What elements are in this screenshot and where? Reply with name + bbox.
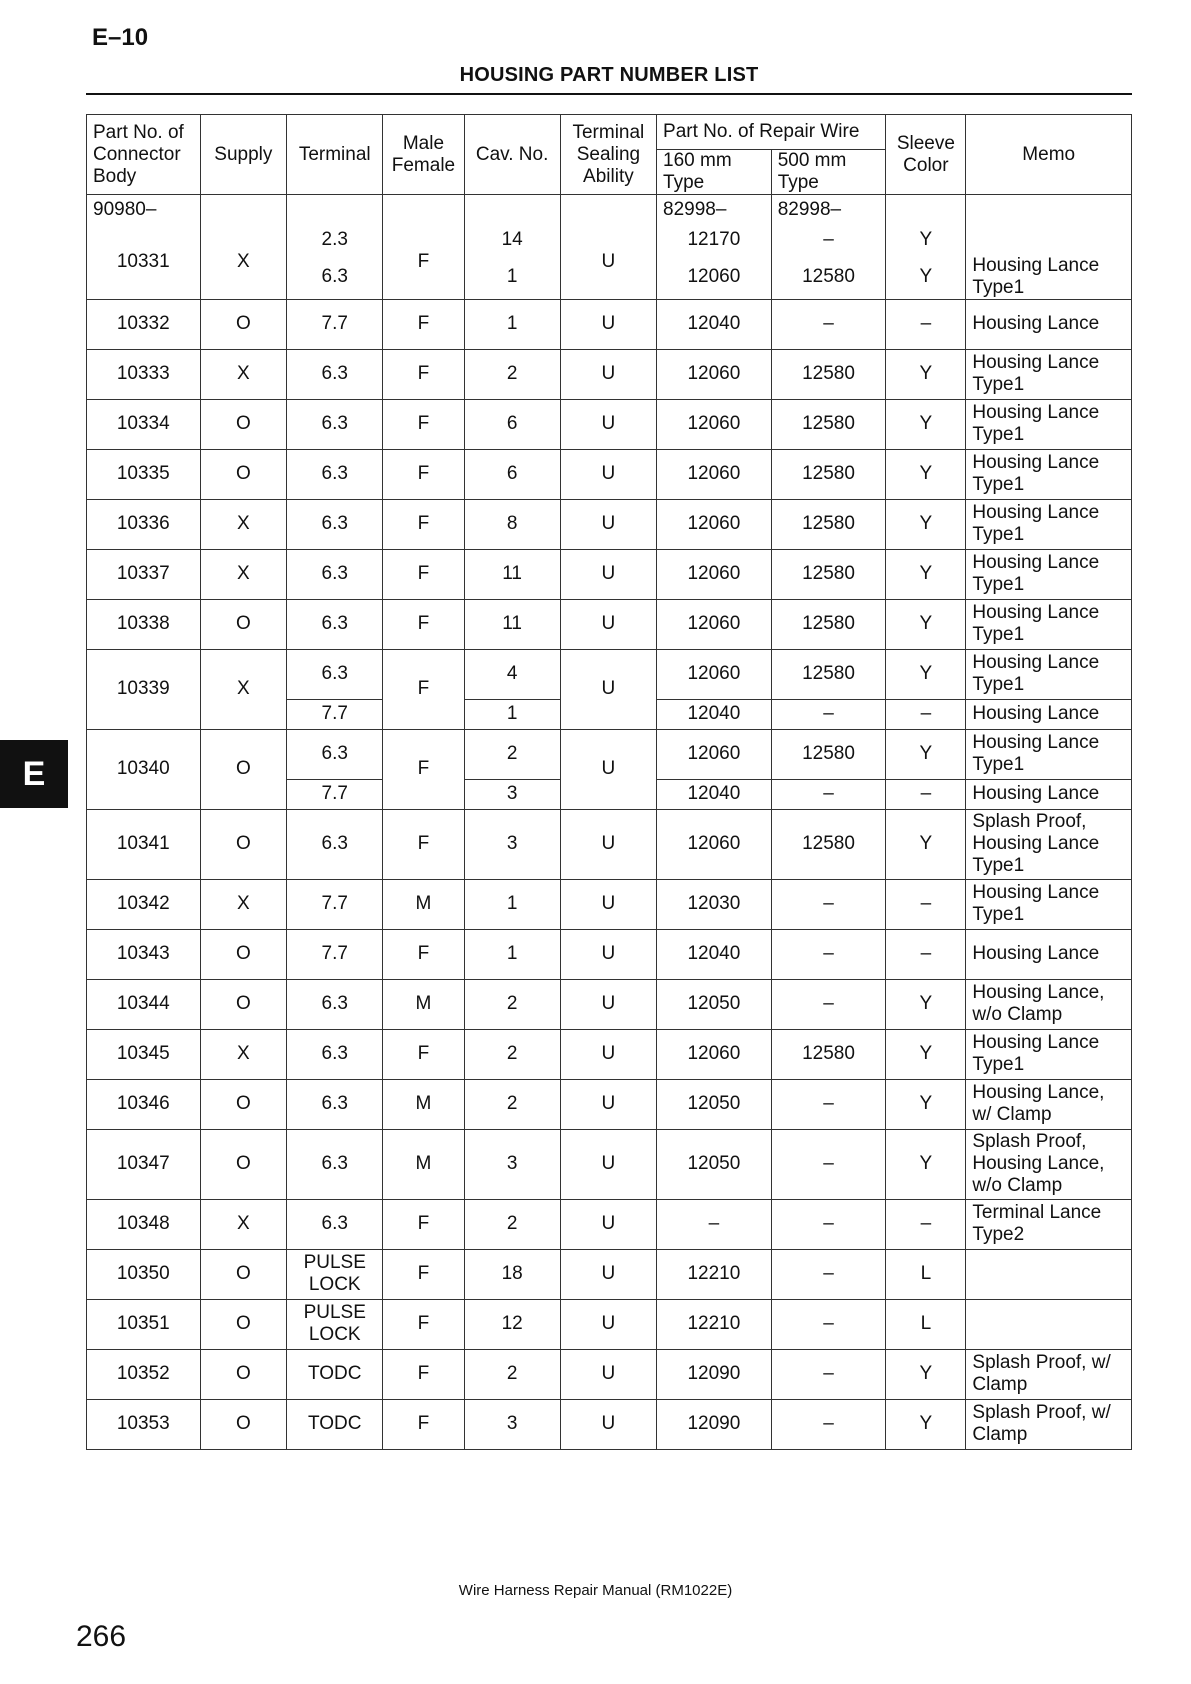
- prefix-part: 90980–: [87, 195, 201, 225]
- part-number: 10341: [87, 809, 201, 879]
- cavity-number: 3: [464, 779, 560, 809]
- part-number: 10332: [87, 299, 201, 349]
- prefix-wire-160: 82998–: [657, 195, 772, 225]
- repair-wire-500: –: [771, 225, 886, 255]
- sealing-ability: U: [560, 225, 656, 300]
- sleeve-color: Y: [886, 1079, 966, 1129]
- male-female: M: [383, 1079, 464, 1129]
- supply: O: [200, 1349, 287, 1399]
- repair-wire-160: 12210: [657, 1299, 772, 1349]
- part-number: 10337: [87, 549, 201, 599]
- manual-footer: Wire Harness Repair Manual (RM1022E): [458, 1582, 733, 1599]
- page-title: HOUSING PART NUMBER LIST: [459, 64, 759, 86]
- memo: Housing Lance Type1: [966, 649, 1132, 699]
- repair-wire-500: –: [771, 1299, 886, 1349]
- header-repair-wire: Part No. of Repair Wire: [657, 115, 886, 150]
- terminal: 6.3: [287, 649, 383, 699]
- repair-wire-500: 12580: [771, 499, 886, 549]
- supply: O: [200, 979, 287, 1029]
- table-row: [87, 979, 1132, 1029]
- supply: O: [200, 299, 287, 349]
- repair-wire-500: –: [771, 1349, 886, 1399]
- table-row: [87, 1349, 1132, 1399]
- sleeve-color: Y: [886, 255, 966, 300]
- repair-wire-500: 12580: [771, 449, 886, 499]
- repair-wire-500: 12580: [771, 399, 886, 449]
- cavity-number: 1: [464, 699, 560, 729]
- sleeve-color: Y: [886, 1349, 966, 1399]
- cavity-number: 2: [464, 1199, 560, 1249]
- sleeve-color: L: [886, 1299, 966, 1349]
- repair-wire-160: 12040: [657, 699, 772, 729]
- terminal: 6.3: [287, 349, 383, 399]
- sleeve-color: Y: [886, 549, 966, 599]
- memo: Housing Lance Type1: [966, 255, 1132, 300]
- supply: O: [200, 1129, 287, 1199]
- title-divider: [86, 93, 1132, 95]
- terminal: PULSE LOCK: [287, 1249, 383, 1299]
- header-sealing: Terminal Sealing Ability: [560, 115, 656, 195]
- table-row: [87, 1029, 1132, 1079]
- prefix-wire-500: 82998–: [771, 195, 886, 225]
- repair-wire-500: –: [771, 879, 886, 929]
- supply: O: [200, 399, 287, 449]
- repair-wire-160: 12060: [657, 649, 772, 699]
- male-female: F: [383, 599, 464, 649]
- repair-wire-500: 12580: [771, 599, 886, 649]
- supply: X: [200, 549, 287, 599]
- terminal: TODC: [287, 1349, 383, 1399]
- part-number: 10352: [87, 1349, 201, 1399]
- terminal: 6.3: [287, 499, 383, 549]
- memo: Housing Lance Type1: [966, 599, 1132, 649]
- part-number: 10347: [87, 1129, 201, 1199]
- cavity-number: 2: [464, 1079, 560, 1129]
- part-number: 10339: [87, 649, 201, 729]
- memo: Housing Lance Type1: [966, 399, 1132, 449]
- prefix-blank: [383, 195, 464, 225]
- sealing-ability: U: [560, 809, 656, 879]
- part-number: 10351: [87, 1299, 201, 1349]
- supply: X: [200, 879, 287, 929]
- cavity-number: 2: [464, 349, 560, 399]
- male-female: M: [383, 979, 464, 1029]
- sealing-ability: U: [560, 399, 656, 449]
- male-female: F: [383, 549, 464, 599]
- sleeve-color: –: [886, 929, 966, 979]
- repair-wire-160: 12060: [657, 449, 772, 499]
- table-body: [87, 195, 1132, 1450]
- section-tab-label: E: [22, 754, 46, 793]
- terminal: 7.7: [287, 299, 383, 349]
- prefix-blank: [886, 195, 966, 225]
- header-wire-500: 500 mm Type: [771, 150, 886, 195]
- memo: Housing Lance: [966, 299, 1132, 349]
- terminal: 6.3: [287, 255, 383, 300]
- repair-wire-160: 12050: [657, 1129, 772, 1199]
- repair-wire-160: 12060: [657, 255, 772, 300]
- male-female: F: [383, 1349, 464, 1399]
- table-row: [87, 549, 1132, 599]
- cavity-number: 6: [464, 399, 560, 449]
- supply: X: [200, 1029, 287, 1079]
- sealing-ability: U: [560, 349, 656, 399]
- memo: Housing Lance Type1: [966, 349, 1132, 399]
- sealing-ability: U: [560, 1399, 656, 1449]
- terminal: 6.3: [287, 729, 383, 779]
- memo: Housing Lance, w/o Clamp: [966, 979, 1132, 1029]
- supply: O: [200, 449, 287, 499]
- cavity-number: 3: [464, 1399, 560, 1449]
- male-female: F: [383, 729, 464, 809]
- sleeve-color: –: [886, 779, 966, 809]
- supply: O: [200, 929, 287, 979]
- terminal: 6.3: [287, 1079, 383, 1129]
- sleeve-color: L: [886, 1249, 966, 1299]
- sealing-ability: U: [560, 1249, 656, 1299]
- repair-wire-160: 12060: [657, 729, 772, 779]
- terminal: 2.3: [287, 225, 383, 255]
- male-female: F: [383, 299, 464, 349]
- part-number: 10334: [87, 399, 201, 449]
- repair-wire-160: –: [657, 1199, 772, 1249]
- housing-part-table: [86, 114, 1132, 1450]
- header-cav-no: Cav. No.: [464, 115, 560, 195]
- repair-wire-160: 12060: [657, 499, 772, 549]
- male-female: F: [383, 1029, 464, 1079]
- terminal: 7.7: [287, 879, 383, 929]
- sleeve-color: Y: [886, 729, 966, 779]
- repair-wire-160: 12040: [657, 779, 772, 809]
- sleeve-color: Y: [886, 1029, 966, 1079]
- sleeve-color: Y: [886, 449, 966, 499]
- table-row: [87, 225, 1132, 255]
- header-male-female: Male Female: [383, 115, 464, 195]
- table-row: [87, 729, 1132, 779]
- terminal: 6.3: [287, 979, 383, 1029]
- male-female: F: [383, 225, 464, 300]
- sealing-ability: U: [560, 1079, 656, 1129]
- terminal: 6.3: [287, 1029, 383, 1079]
- memo: Housing Lance: [966, 929, 1132, 979]
- memo: Splash Proof, w/ Clamp: [966, 1399, 1132, 1449]
- terminal: 6.3: [287, 1199, 383, 1249]
- repair-wire-160: 12210: [657, 1249, 772, 1299]
- prefix-blank: [464, 195, 560, 225]
- repair-wire-500: –: [771, 1249, 886, 1299]
- prefix-blank: [200, 195, 287, 225]
- memo: Housing Lance Type1: [966, 1029, 1132, 1079]
- prefix-blank: [287, 195, 383, 225]
- supply: X: [200, 499, 287, 549]
- repair-wire-500: –: [771, 299, 886, 349]
- part-number: 10346: [87, 1079, 201, 1129]
- part-number: 10336: [87, 499, 201, 549]
- cavity-number: 2: [464, 729, 560, 779]
- cavity-number: 12: [464, 1299, 560, 1349]
- sealing-ability: U: [560, 1029, 656, 1079]
- terminal: 6.3: [287, 449, 383, 499]
- table-row: [87, 499, 1132, 549]
- sealing-ability: U: [560, 1129, 656, 1199]
- table-row: [87, 599, 1132, 649]
- sleeve-color: –: [886, 1199, 966, 1249]
- sealing-ability: U: [560, 1199, 656, 1249]
- header-wire-160: 160 mm Type: [657, 150, 772, 195]
- part-number: 10353: [87, 1399, 201, 1449]
- table-row: [87, 879, 1132, 929]
- memo: Housing Lance Type1: [966, 549, 1132, 599]
- terminal: 7.7: [287, 699, 383, 729]
- memo: Housing Lance: [966, 779, 1132, 809]
- repair-wire-160: 12060: [657, 1029, 772, 1079]
- supply: O: [200, 729, 287, 809]
- repair-wire-160: 12040: [657, 299, 772, 349]
- sleeve-color: Y: [886, 599, 966, 649]
- sleeve-color: Y: [886, 649, 966, 699]
- sleeve-color: –: [886, 299, 966, 349]
- sleeve-color: Y: [886, 225, 966, 255]
- sealing-ability: U: [560, 879, 656, 929]
- repair-wire-500: 12580: [771, 729, 886, 779]
- terminal: 6.3: [287, 549, 383, 599]
- repair-wire-500: –: [771, 779, 886, 809]
- table-row: [87, 349, 1132, 399]
- table-row: [87, 649, 1132, 699]
- terminal: PULSE LOCK: [287, 1299, 383, 1349]
- sleeve-color: Y: [886, 809, 966, 879]
- supply: X: [200, 349, 287, 399]
- sealing-ability: U: [560, 979, 656, 1029]
- table-row: [87, 399, 1132, 449]
- header-terminal: Terminal: [287, 115, 383, 195]
- part-number: 10343: [87, 929, 201, 979]
- sealing-ability: U: [560, 1299, 656, 1349]
- repair-wire-500: –: [771, 1079, 886, 1129]
- sealing-ability: U: [560, 929, 656, 979]
- part-number: 10350: [87, 1249, 201, 1299]
- memo: Splash Proof, w/ Clamp: [966, 1349, 1132, 1399]
- cavity-number: 1: [464, 255, 560, 300]
- memo: Splash Proof, Housing Lance, w/o Clamp: [966, 1129, 1132, 1199]
- cavity-number: 3: [464, 809, 560, 879]
- repair-wire-500: –: [771, 929, 886, 979]
- terminal: 6.3: [287, 809, 383, 879]
- memo: Housing Lance Type1: [966, 729, 1132, 779]
- section-code: E–10: [92, 24, 149, 51]
- sealing-ability: U: [560, 1349, 656, 1399]
- repair-wire-500: 12580: [771, 1029, 886, 1079]
- male-female: F: [383, 809, 464, 879]
- terminal: TODC: [287, 1399, 383, 1449]
- sleeve-color: Y: [886, 979, 966, 1029]
- male-female: F: [383, 1399, 464, 1449]
- page-number: 266: [76, 1620, 127, 1653]
- repair-wire-500: –: [771, 1129, 886, 1199]
- male-female: F: [383, 349, 464, 399]
- table-row: [87, 929, 1132, 979]
- terminal: 7.7: [287, 779, 383, 809]
- table-row: [87, 1079, 1132, 1129]
- repair-wire-160: 12060: [657, 599, 772, 649]
- terminal: 6.3: [287, 599, 383, 649]
- supply: O: [200, 1299, 287, 1349]
- sleeve-color: Y: [886, 1129, 966, 1199]
- cavity-number: 4: [464, 649, 560, 699]
- part-number: 10331: [87, 225, 201, 300]
- repair-wire-500: –: [771, 1399, 886, 1449]
- supply: O: [200, 1079, 287, 1129]
- repair-wire-160: 12040: [657, 929, 772, 979]
- repair-wire-500: 12580: [771, 349, 886, 399]
- part-number: 10342: [87, 879, 201, 929]
- part-number: 10345: [87, 1029, 201, 1079]
- supply: O: [200, 1249, 287, 1299]
- cavity-number: 1: [464, 879, 560, 929]
- repair-wire-500: 12580: [771, 809, 886, 879]
- supply: X: [200, 1199, 287, 1249]
- male-female: M: [383, 1129, 464, 1199]
- repair-wire-160: 12090: [657, 1399, 772, 1449]
- cavity-number: 3: [464, 1129, 560, 1199]
- memo: [966, 1299, 1132, 1349]
- memo: [966, 225, 1132, 255]
- cavity-number: 1: [464, 299, 560, 349]
- part-number: 10340: [87, 729, 201, 809]
- repair-wire-160: 12060: [657, 349, 772, 399]
- sleeve-color: –: [886, 879, 966, 929]
- memo: Housing Lance Type1: [966, 499, 1132, 549]
- male-female: F: [383, 1299, 464, 1349]
- terminal: 6.3: [287, 399, 383, 449]
- memo: Housing Lance: [966, 699, 1132, 729]
- part-number: 10333: [87, 349, 201, 399]
- sealing-ability: U: [560, 499, 656, 549]
- table-row: [87, 1199, 1132, 1249]
- cavity-number: 2: [464, 1349, 560, 1399]
- header-sleeve: Sleeve Color: [886, 115, 966, 195]
- cavity-number: 1: [464, 929, 560, 979]
- prefix-blank: [560, 195, 656, 225]
- male-female: F: [383, 1249, 464, 1299]
- memo: [966, 1249, 1132, 1299]
- table-row: [87, 1299, 1132, 1349]
- repair-wire-500: –: [771, 979, 886, 1029]
- repair-wire-500: 12580: [771, 549, 886, 599]
- sealing-ability: U: [560, 729, 656, 809]
- cavity-number: 8: [464, 499, 560, 549]
- repair-wire-160: 12050: [657, 1079, 772, 1129]
- cavity-number: 14: [464, 225, 560, 255]
- male-female: F: [383, 399, 464, 449]
- cavity-number: 6: [464, 449, 560, 499]
- table-row: [87, 1129, 1132, 1199]
- terminal: 7.7: [287, 929, 383, 979]
- repair-wire-160: 12060: [657, 549, 772, 599]
- cavity-number: 2: [464, 979, 560, 1029]
- repair-wire-160: 12090: [657, 1349, 772, 1399]
- male-female: F: [383, 449, 464, 499]
- table-row: [87, 299, 1132, 349]
- part-number: 10344: [87, 979, 201, 1029]
- header-supply: Supply: [200, 115, 287, 195]
- sealing-ability: U: [560, 599, 656, 649]
- sleeve-color: Y: [886, 399, 966, 449]
- supply: O: [200, 809, 287, 879]
- sealing-ability: U: [560, 649, 656, 729]
- sealing-ability: U: [560, 299, 656, 349]
- sleeve-color: Y: [886, 349, 966, 399]
- cavity-number: 2: [464, 1029, 560, 1079]
- male-female: F: [383, 649, 464, 729]
- header-memo: Memo: [966, 115, 1132, 195]
- section-tab: [0, 740, 68, 808]
- repair-wire-160: 12170: [657, 225, 772, 255]
- memo: Terminal Lance Type2: [966, 1199, 1132, 1249]
- table-row: [87, 449, 1132, 499]
- cavity-number: 18: [464, 1249, 560, 1299]
- memo: Splash Proof, Housing Lance Type1: [966, 809, 1132, 879]
- male-female: M: [383, 879, 464, 929]
- supply: X: [200, 225, 287, 300]
- memo: Housing Lance Type1: [966, 879, 1132, 929]
- part-number: 10335: [87, 449, 201, 499]
- repair-wire-500: –: [771, 699, 886, 729]
- supply: O: [200, 1399, 287, 1449]
- sealing-ability: U: [560, 549, 656, 599]
- repair-wire-500: –: [771, 1199, 886, 1249]
- sleeve-color: –: [886, 699, 966, 729]
- repair-wire-500: 12580: [771, 255, 886, 300]
- table-row: [87, 1399, 1132, 1449]
- header-part-no: Part No. of Connector Body: [87, 115, 201, 195]
- part-number: 10338: [87, 599, 201, 649]
- prefix-blank: [966, 195, 1132, 225]
- cavity-number: 11: [464, 599, 560, 649]
- male-female: F: [383, 499, 464, 549]
- repair-wire-160: 12060: [657, 809, 772, 879]
- supply: O: [200, 599, 287, 649]
- male-female: F: [383, 1199, 464, 1249]
- repair-wire-160: 12030: [657, 879, 772, 929]
- table-row: [87, 1249, 1132, 1299]
- memo: Housing Lance, w/ Clamp: [966, 1079, 1132, 1129]
- repair-wire-160: 12060: [657, 399, 772, 449]
- table-header: [87, 115, 1132, 195]
- cavity-number: 11: [464, 549, 560, 599]
- table-row: [87, 809, 1132, 879]
- sleeve-color: Y: [886, 499, 966, 549]
- repair-wire-160: 12050: [657, 979, 772, 1029]
- supply: X: [200, 649, 287, 729]
- male-female: F: [383, 929, 464, 979]
- prefix-row: [87, 195, 1132, 225]
- repair-wire-500: 12580: [771, 649, 886, 699]
- sleeve-color: Y: [886, 1399, 966, 1449]
- part-number: 10348: [87, 1199, 201, 1249]
- sealing-ability: U: [560, 449, 656, 499]
- terminal: 6.3: [287, 1129, 383, 1199]
- memo: Housing Lance Type1: [966, 449, 1132, 499]
